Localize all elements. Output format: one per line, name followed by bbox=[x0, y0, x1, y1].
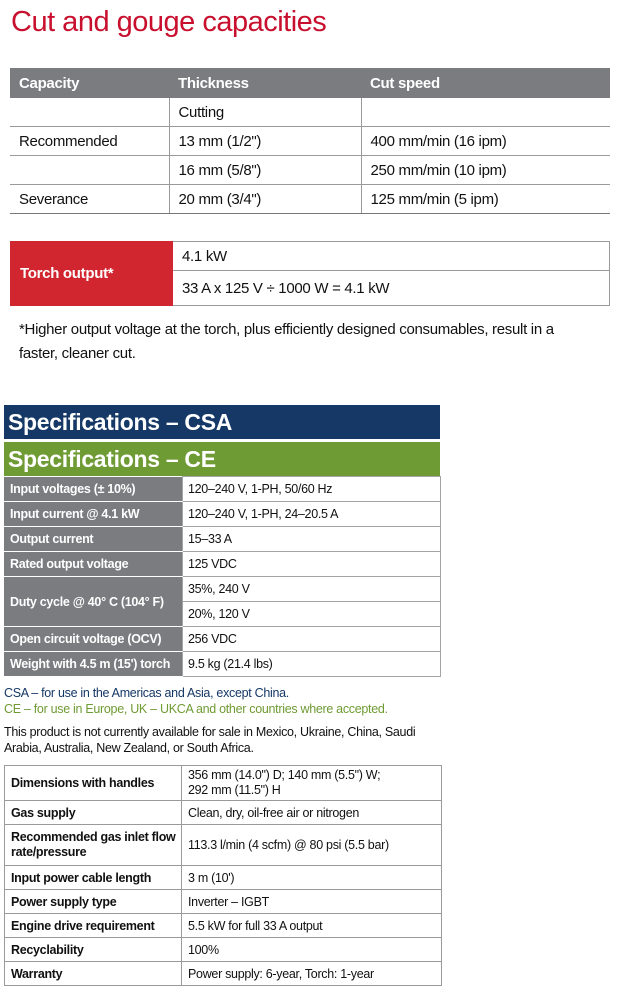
thickness-cell: 13 mm (1/2") bbox=[169, 127, 361, 156]
capacities-table bbox=[10, 68, 610, 214]
spec-value: 20%, 120 V bbox=[183, 602, 441, 627]
dim-value: 5.5 kW for full 33 A output bbox=[182, 914, 442, 938]
footnote: *Higher output voltage at the torch, plus efficiently designed consumables, result in a faster, cleaner cut. bbox=[19, 321, 554, 362]
table-row bbox=[5, 890, 442, 914]
table-row bbox=[5, 866, 442, 890]
dim-value bbox=[182, 766, 442, 801]
thickness-cell: 20 mm (3/4") bbox=[169, 185, 361, 214]
csa-legend: CSA – for use in the Americas and Asia, except China. bbox=[4, 686, 289, 700]
table-row bbox=[5, 914, 442, 938]
dim-value: 113.3 l/min (4 scfm) @ 80 psi (5.5 bar) bbox=[182, 825, 442, 866]
dim-key: Gas supply bbox=[5, 801, 182, 825]
spec-value: 256 VDC bbox=[183, 627, 441, 652]
spec-value: 120–240 V, 1-PH, 24–20.5 A bbox=[183, 502, 441, 527]
col-header-cut-speed: Cut speed bbox=[361, 68, 610, 98]
spec-value: 9.5 kg (21.4 lbs) bbox=[183, 652, 441, 677]
table-row bbox=[10, 185, 610, 214]
table-row bbox=[5, 527, 441, 552]
spec-value: 120–240 V, 1-PH, 50/60 Hz bbox=[183, 477, 441, 502]
capacity-cell: Severance bbox=[10, 185, 169, 214]
dim-value: 100% bbox=[182, 938, 442, 962]
specifications-table bbox=[4, 476, 441, 677]
capacity-cell: Recommended bbox=[10, 127, 169, 156]
col-header-thickness: Thickness bbox=[169, 68, 361, 98]
cell-empty bbox=[361, 98, 610, 127]
spec-key: Input current @ 4.1 kW bbox=[5, 502, 183, 527]
availability-note: This product is not currently available for sale in Mexico, Ukraine, China, Saudi Arabia, Australia, New Zealand, or South Africa. bbox=[4, 725, 416, 755]
dim-value-line: 356 mm (14.0") D; 140 mm (5.5") W; bbox=[188, 768, 381, 782]
spec-value: 125 VDC bbox=[183, 552, 441, 577]
thickness-cell: 16 mm (5/8") bbox=[169, 156, 361, 185]
cutting-subheader-row bbox=[10, 98, 610, 127]
table-row bbox=[5, 552, 441, 577]
torch-output-label: Torch output* bbox=[11, 242, 173, 306]
spec-key: Rated output voltage bbox=[5, 552, 183, 577]
ce-legend: CE – for use in Europe, UK – UKCA and other countries where accepted. bbox=[4, 702, 388, 716]
table-row bbox=[5, 577, 441, 602]
certification-legend bbox=[4, 685, 444, 717]
dim-key: Warranty bbox=[5, 962, 182, 986]
spec-key: Output current bbox=[5, 527, 183, 552]
spec-key: Input voltages (± 10%) bbox=[5, 477, 183, 502]
dim-key: Engine drive requirement bbox=[5, 914, 182, 938]
dim-key-line: Recommended gas inlet flow bbox=[11, 830, 176, 844]
spec-key: Weight with 4.5 m (15') torch bbox=[5, 652, 183, 677]
cutting-label: Cutting bbox=[169, 98, 361, 127]
dim-value: Inverter – IGBT bbox=[182, 890, 442, 914]
spec-key: Duty cycle @ 40° C (104° F) bbox=[5, 577, 183, 627]
dim-key: Input power cable length bbox=[5, 866, 182, 890]
table-row bbox=[5, 766, 442, 801]
dim-value-line: 292 mm (11.5") H bbox=[188, 783, 281, 797]
dim-value: 3 m (10') bbox=[182, 866, 442, 890]
dim-key: Dimensions with handles bbox=[5, 766, 182, 801]
specifications-csa-heading: Specifications – CSA bbox=[4, 405, 440, 439]
specifications-ce-heading: Specifications – CE bbox=[4, 442, 440, 476]
torch-output-table bbox=[10, 241, 610, 306]
spec-key: Open circuit voltage (OCV) bbox=[5, 627, 183, 652]
table-row bbox=[5, 801, 442, 825]
dim-key: Power supply type bbox=[5, 890, 182, 914]
table-row bbox=[10, 127, 610, 156]
dim-value: Power supply: 6-year, Torch: 1-year bbox=[182, 962, 442, 986]
capacity-cell bbox=[10, 156, 169, 185]
table-row bbox=[10, 156, 610, 185]
cut-speed-cell: 250 mm/min (10 ipm) bbox=[361, 156, 610, 185]
torch-output-value: 4.1 kW bbox=[173, 242, 610, 271]
table-row bbox=[5, 627, 441, 652]
cut-speed-cell: 125 mm/min (5 ipm) bbox=[361, 185, 610, 214]
dim-value: Clean, dry, oil-free air or nitrogen bbox=[182, 801, 442, 825]
dim-key: Recyclability bbox=[5, 938, 182, 962]
col-header-capacity: Capacity bbox=[10, 68, 169, 98]
cell-empty bbox=[10, 98, 169, 127]
table-row bbox=[5, 962, 442, 986]
table-row bbox=[5, 938, 442, 962]
dim-key bbox=[5, 825, 182, 866]
table-row bbox=[5, 825, 442, 866]
dimensions-table bbox=[4, 765, 442, 986]
dim-key-line: rate/pressure bbox=[11, 845, 87, 859]
page-title: Cut and gouge capacities bbox=[11, 6, 327, 38]
spec-value: 35%, 240 V bbox=[183, 577, 441, 602]
torch-output-formula: 33 A x 125 V ÷ 1000 W = 4.1 kW bbox=[173, 271, 610, 306]
table-row bbox=[5, 502, 441, 527]
table-row bbox=[5, 477, 441, 502]
capacities-header-row bbox=[10, 68, 610, 98]
table-row bbox=[5, 652, 441, 677]
spec-value: 15–33 A bbox=[183, 527, 441, 552]
cut-speed-cell: 400 mm/min (16 ipm) bbox=[361, 127, 610, 156]
